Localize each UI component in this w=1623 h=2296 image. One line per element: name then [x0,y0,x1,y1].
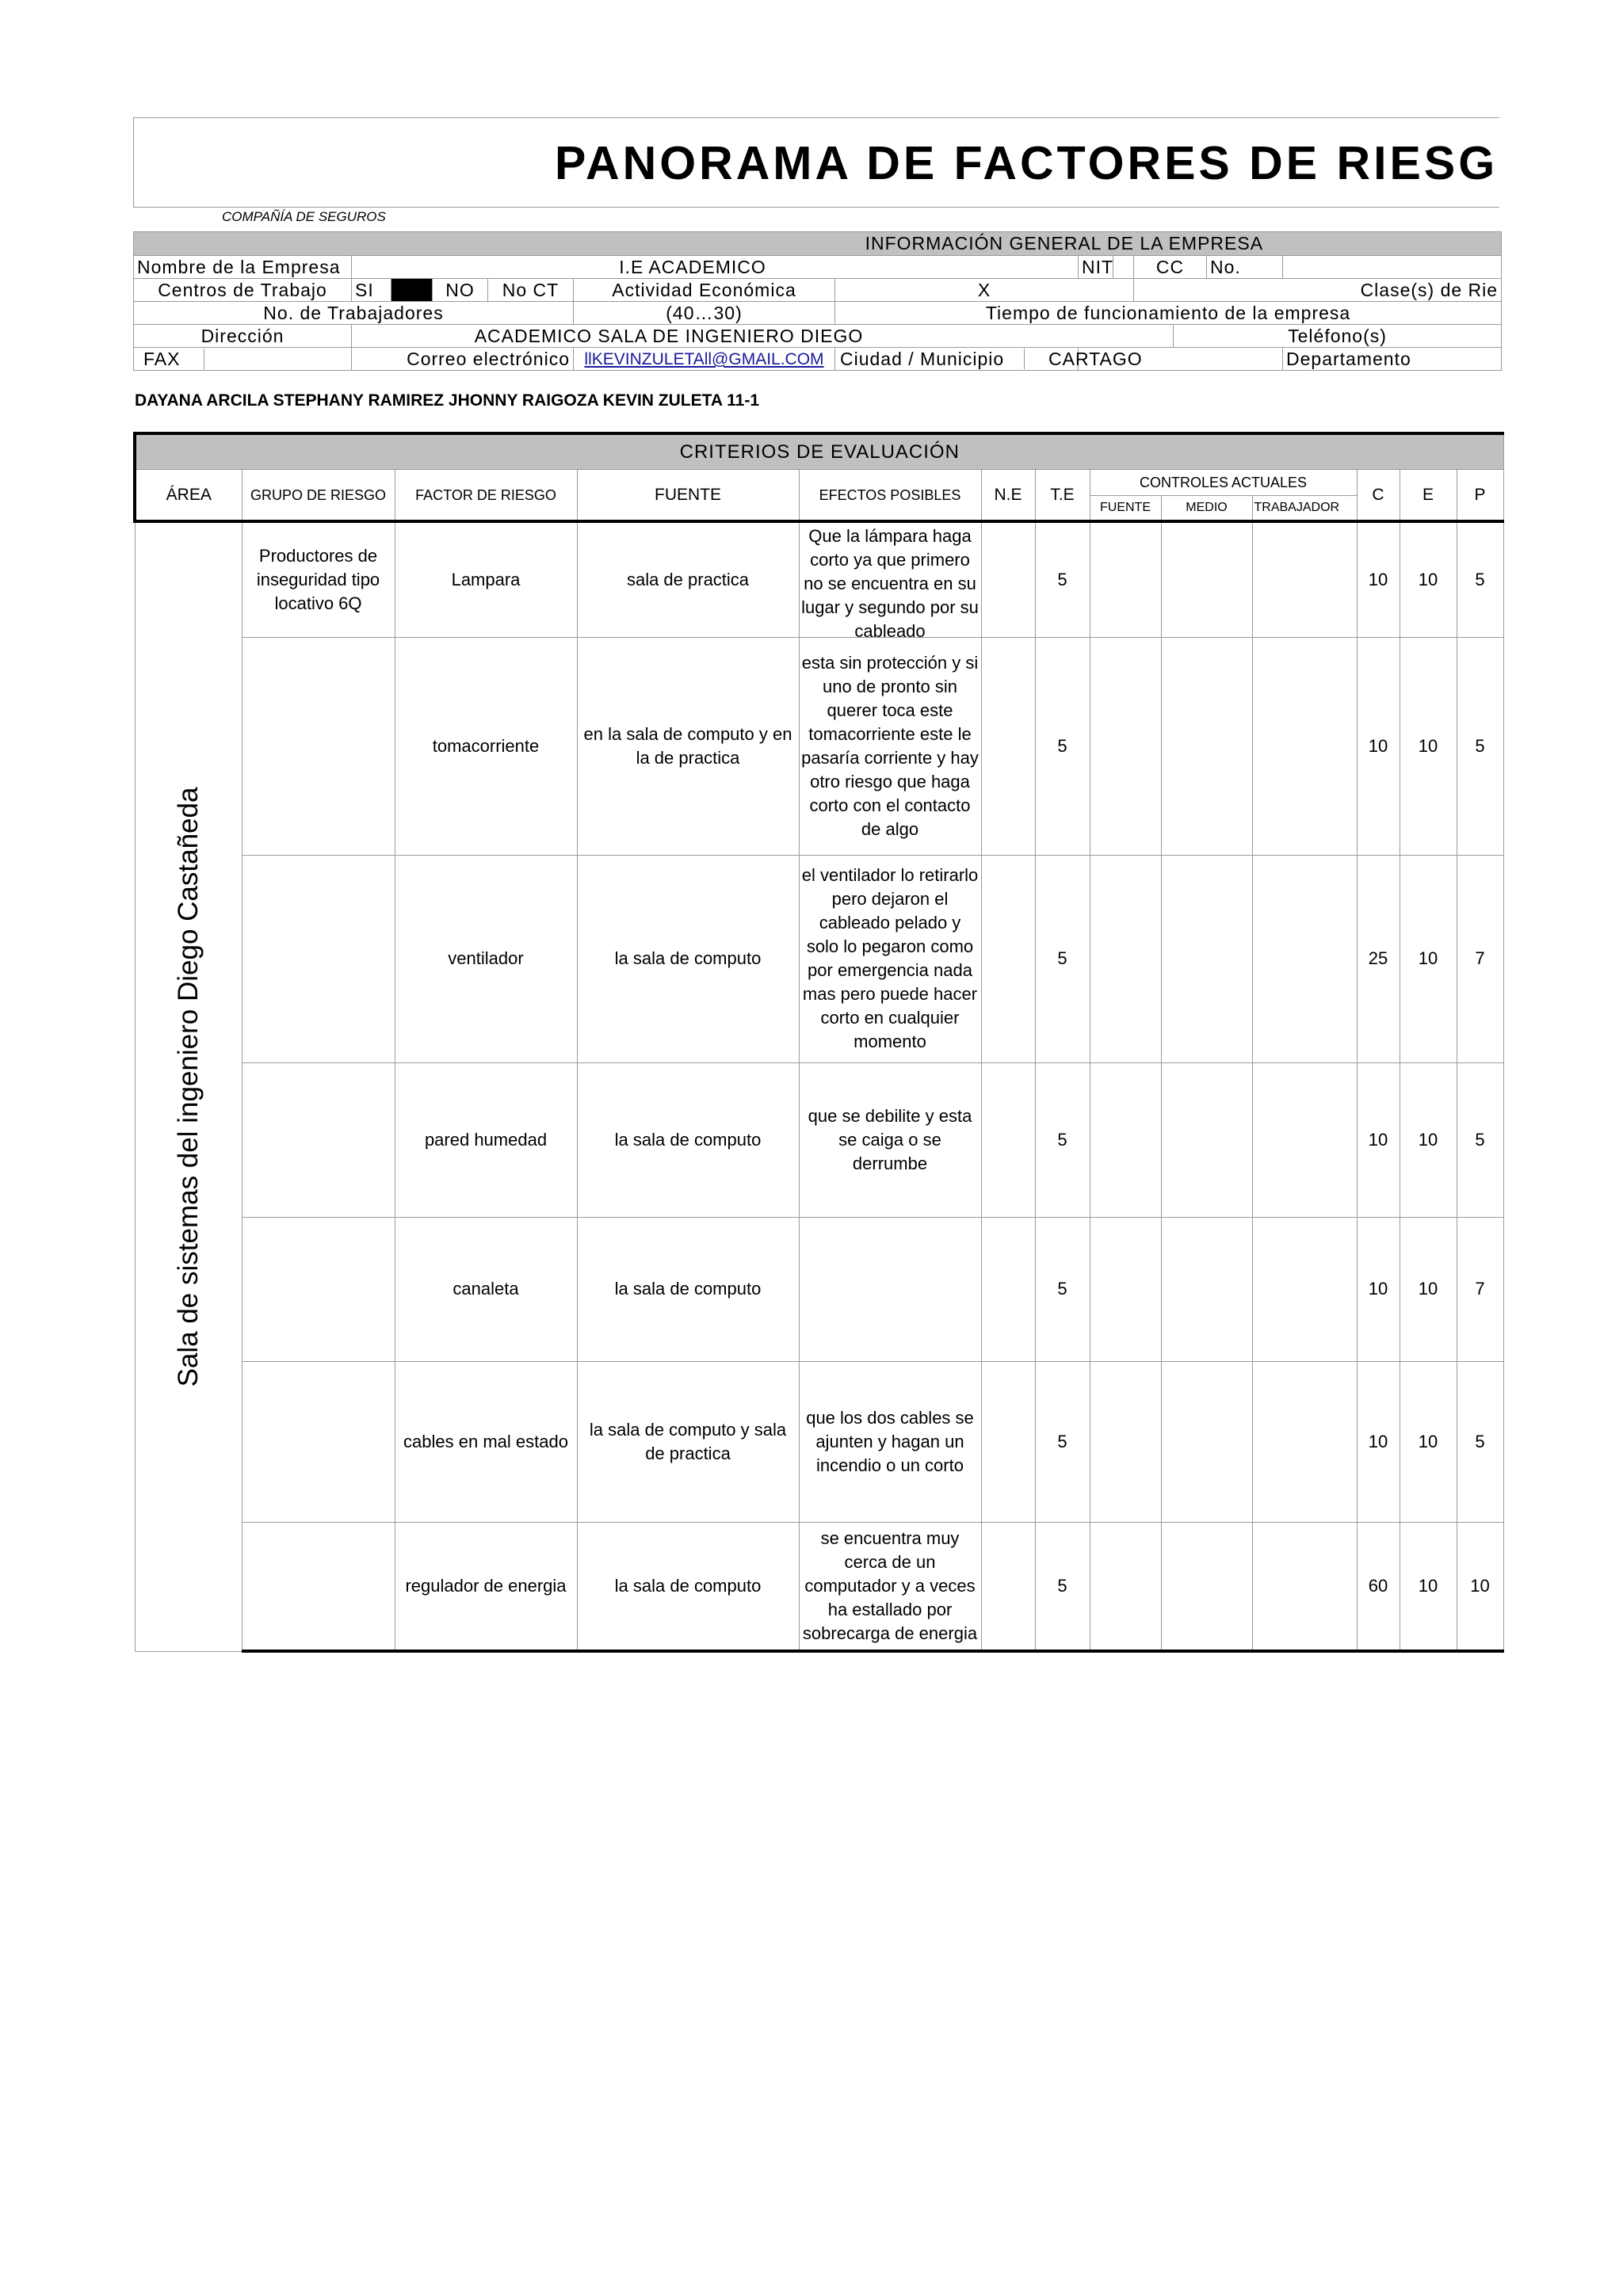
workers-count-label: No. de Trabajadores [134,302,574,325]
effects-cell [799,1361,981,1522]
risk-factor-cell-text: regulador de energia [405,1575,567,1596]
effects-cell-text: Que la lámpara haga corto ya que primero no se encuentra en su lugar y segundo por su cableado [801,525,979,641]
e-cell-text: 10 [1418,1575,1438,1596]
page-title: PANORAMA DE FACTORES DE RIESG [555,137,1499,189]
source-cell [577,637,799,855]
e-cell-text: 10 [1418,569,1438,589]
risk-factor-cell-text: Lampara [451,569,521,589]
authors-line: DAYANA ARCILA STEPHANY RAMIREZ JHONNY RAIGOZA KEVIN ZULETA 11-1 [135,391,759,410]
risk-factor-cell [395,637,577,855]
risk-factor-cell [395,521,577,637]
col-grupo: GRUPO DE RIESGO [242,470,395,522]
ne-cell [981,1217,1035,1361]
ne-cell [981,855,1035,1062]
control-medium-cell [1161,855,1252,1062]
te-cell [1035,855,1090,1062]
criteria-title: CRITERIOS DE EVALUACIÓN [135,433,1503,470]
si-label: SI [352,279,391,302]
e-cell-text: 10 [1418,1279,1438,1299]
city-value: CARTAGO [1048,349,1143,369]
col-c: C [1357,470,1400,522]
effects-cell-text: se encuentra muy cerca de un computador y a veces ha estallado por sobrecarga de energia [802,1527,978,1643]
p-cell-text: 5 [1475,569,1485,589]
control-worker-cell [1252,1361,1357,1522]
economic-activity-value: X [835,279,1134,302]
p-cell-text: 5 [1475,735,1485,756]
email-link[interactable]: llKEVINZULETAll@GMAIL.COM [584,350,824,368]
nit-label: NIT [1079,256,1113,279]
col-ctrl-trabajador: TRABAJADOR [1252,496,1357,522]
c-cell-text: 10 [1368,1279,1388,1299]
te-cell-text: 5 [1057,1279,1067,1299]
risk-group-cell-text: Productores de inseguridad tipo locativo 6Q [256,545,380,613]
no-label: No. [1207,256,1283,279]
operation-time-label: Tiempo de funcionamiento de la empresa [835,302,1502,325]
control-medium-cell [1161,637,1252,855]
col-ne: N.E [981,470,1035,522]
te-cell-text: 5 [1057,1129,1067,1150]
control-worker-cell [1252,1522,1357,1651]
source-cell-text: la sala de computo [614,1575,762,1596]
source-cell [577,855,799,1062]
effects-cell [799,855,981,1062]
city-cell [835,348,1143,371]
te-cell [1035,1361,1090,1522]
evaluation-criteria-table [133,432,1504,1653]
te-cell-text: 5 [1057,735,1067,756]
ne-cell [981,521,1035,637]
effects-cell [799,1062,981,1217]
control-source-cell [1090,637,1161,855]
control-source-cell [1090,855,1161,1062]
no-ct-label: No CT [488,279,574,302]
effects-cell-text: el ventilador lo retirarlo pero dejaron el cableado pelado y solo lo pegaron como por emergencia nada mas pero puede hacer corto en cualquier momento [801,865,979,1051]
col-p: P [1457,470,1503,522]
source-cell [577,1217,799,1361]
work-centers-label: Centros de Trabajo [134,279,352,302]
table-row [135,1361,1503,1522]
col-efectos: EFECTOS POSIBLES [799,470,981,522]
p-cell-text: 7 [1475,948,1485,968]
c-cell-text: 25 [1368,948,1388,968]
source-cell [577,521,799,637]
e-cell [1400,855,1457,1062]
control-source-cell [1090,521,1161,637]
e-cell-text: 10 [1418,1431,1438,1451]
control-source-cell [1090,1361,1161,1522]
te-cell [1035,521,1090,637]
risk-group-cell [242,637,395,855]
city-label: Ciudad / Municipio [835,349,1025,369]
area-cell [135,521,242,1651]
company-name-value: I.E ACADEMICO [352,256,1079,279]
table-row [135,521,1503,637]
source-cell-text: la sala de computo [614,948,762,968]
p-cell [1457,1522,1503,1651]
criteria-rows [135,521,1503,1651]
c-cell [1357,855,1400,1062]
control-worker-cell [1252,855,1357,1062]
effects-cell-text: que se debilite y esta se caiga o se derrumbe [808,1105,972,1173]
control-source-cell [1090,1217,1161,1361]
e-cell [1400,637,1457,855]
control-medium-cell [1161,1062,1252,1217]
col-e: E [1400,470,1457,522]
c-cell [1357,637,1400,855]
p-cell-text: 7 [1475,1279,1485,1299]
risk-factor-cell [395,1522,577,1651]
col-factor: FACTOR DE RIESGO [395,470,577,522]
source-cell-text: la sala de computo [614,1129,762,1150]
risk-factor-cell-text: ventilador [448,948,524,968]
te-cell-text: 5 [1057,948,1067,968]
p-cell-text: 5 [1475,1129,1485,1150]
source-cell-text: la sala de computo [614,1279,762,1299]
te-cell [1035,1217,1090,1361]
effects-cell-text: esta sin protección y si uno de pronto sin querer toca este tomacorriente este le pasaría corriente y hay otro riesgo que haga corto con el contacto de algo [801,652,979,839]
risk-factor-cell [395,1217,577,1361]
effects-cell [799,1217,981,1361]
table-row [135,1062,1503,1217]
c-cell [1357,1522,1400,1651]
nit-value [1113,256,1134,279]
p-cell [1457,521,1503,637]
fax-label [134,348,352,371]
risk-group-cell [242,1522,395,1651]
te-cell-text: 5 [1057,569,1067,589]
risk-factor-cell [395,855,577,1062]
risk-factor-cell-text: canaleta [453,1279,519,1299]
phone-label: Teléfono(s) [1174,325,1502,348]
control-source-cell [1090,1062,1161,1217]
source-cell-text: en la sala de computo y en la de practica [583,723,792,768]
p-cell [1457,1062,1503,1217]
risk-group-cell [242,1062,395,1217]
e-cell [1400,1522,1457,1651]
e-cell-text: 10 [1418,948,1438,968]
col-fuente: FUENTE [577,470,799,522]
col-ctrl-medio: MEDIO [1161,496,1252,522]
control-medium-cell [1161,521,1252,637]
c-cell [1357,521,1400,637]
c-cell-text: 10 [1368,735,1388,756]
c-cell [1357,1361,1400,1522]
ne-cell [981,1361,1035,1522]
control-medium-cell [1161,1361,1252,1522]
cc-label: CC [1134,256,1207,279]
source-cell [577,1361,799,1522]
control-medium-cell [1161,1217,1252,1361]
area-value: Sala de sistemas del ingeniero Diego Castañeda [172,787,204,1387]
col-ctrl-fuente: FUENTE [1090,496,1161,522]
te-cell-text: 5 [1057,1431,1067,1451]
te-cell [1035,1522,1090,1651]
source-cell-text: la sala de computo y sala de practica [589,1419,787,1463]
ne-cell [981,637,1035,855]
control-worker-cell [1252,637,1357,855]
e-cell [1400,1062,1457,1217]
p-cell-text: 10 [1470,1575,1490,1596]
effects-cell [799,637,981,855]
e-cell [1400,1361,1457,1522]
workers-count-value: (40…30) [574,302,835,325]
info-section-title: INFORMACIÓN GENERAL DE LA EMPRESA [134,232,1502,256]
risk-factor-cell [395,1062,577,1217]
e-cell [1400,521,1457,637]
table-row [135,1522,1503,1651]
department-label: Departamento [1283,348,1502,371]
c-cell-text: 10 [1368,1129,1388,1150]
e-cell-text: 10 [1418,735,1438,756]
control-source-cell [1090,1522,1161,1651]
control-worker-cell [1252,1062,1357,1217]
risk-factor-cell-text: tomacorriente [432,735,540,756]
c-cell [1357,1062,1400,1217]
control-medium-cell [1161,1522,1252,1651]
si-checkbox[interactable] [391,279,433,302]
te-cell-text: 5 [1057,1575,1067,1596]
p-cell [1457,637,1503,855]
table-row [135,637,1503,855]
te-cell [1035,637,1090,855]
company-subtitle: COMPAÑÍA DE SEGUROS [222,209,386,224]
c-cell-text: 10 [1368,1431,1388,1451]
risk-class-label: Clase(s) de Rie [1134,279,1502,302]
risk-factor-cell-text: cables en mal estado [403,1431,568,1451]
ne-cell [981,1522,1035,1651]
p-cell-text: 5 [1475,1431,1485,1451]
email-label: Correo electrónico [352,348,574,371]
no-value [1283,256,1502,279]
risk-group-cell [242,855,395,1062]
address-value: ACADEMICO SALA DE INGENIERO DIEGO [352,325,1174,348]
col-controles: CONTROLES ACTUALES [1090,470,1357,496]
effects-cell [799,521,981,641]
table-row [135,855,1503,1062]
risk-group-cell [242,521,395,637]
effects-cell [799,1522,981,1651]
p-cell [1457,855,1503,1062]
c-cell-text: 10 [1368,569,1388,589]
ne-cell [981,1062,1035,1217]
company-name-label: Nombre de la Empresa [134,256,352,279]
address-label: Dirección [134,325,352,348]
control-worker-cell [1252,521,1357,637]
fax-label-text: FAX [134,349,204,369]
source-cell [577,1062,799,1217]
p-cell [1457,1361,1503,1522]
economic-activity-label: Actividad Económica [574,279,835,302]
e-cell-text: 10 [1418,1129,1438,1150]
risk-group-cell [242,1217,395,1361]
table-row [135,1217,1503,1361]
c-cell-text: 60 [1368,1575,1388,1596]
c-cell [1357,1217,1400,1361]
col-area: ÁREA [135,470,242,522]
p-cell [1457,1217,1503,1361]
risk-group-cell [242,1361,395,1522]
e-cell [1400,1217,1457,1361]
no-option-label: NO [433,279,488,302]
te-cell [1035,1062,1090,1217]
col-te: T.E [1035,470,1090,522]
risk-factor-cell-text: pared humedad [424,1129,548,1150]
company-info-table [133,231,1502,371]
risk-factor-cell [395,1361,577,1522]
source-cell [577,1522,799,1651]
source-cell-text: sala de practica [626,569,750,589]
effects-cell-text: que los dos cables se ajunten y hagan un incendio o un corto [806,1407,974,1475]
control-worker-cell [1252,1217,1357,1361]
